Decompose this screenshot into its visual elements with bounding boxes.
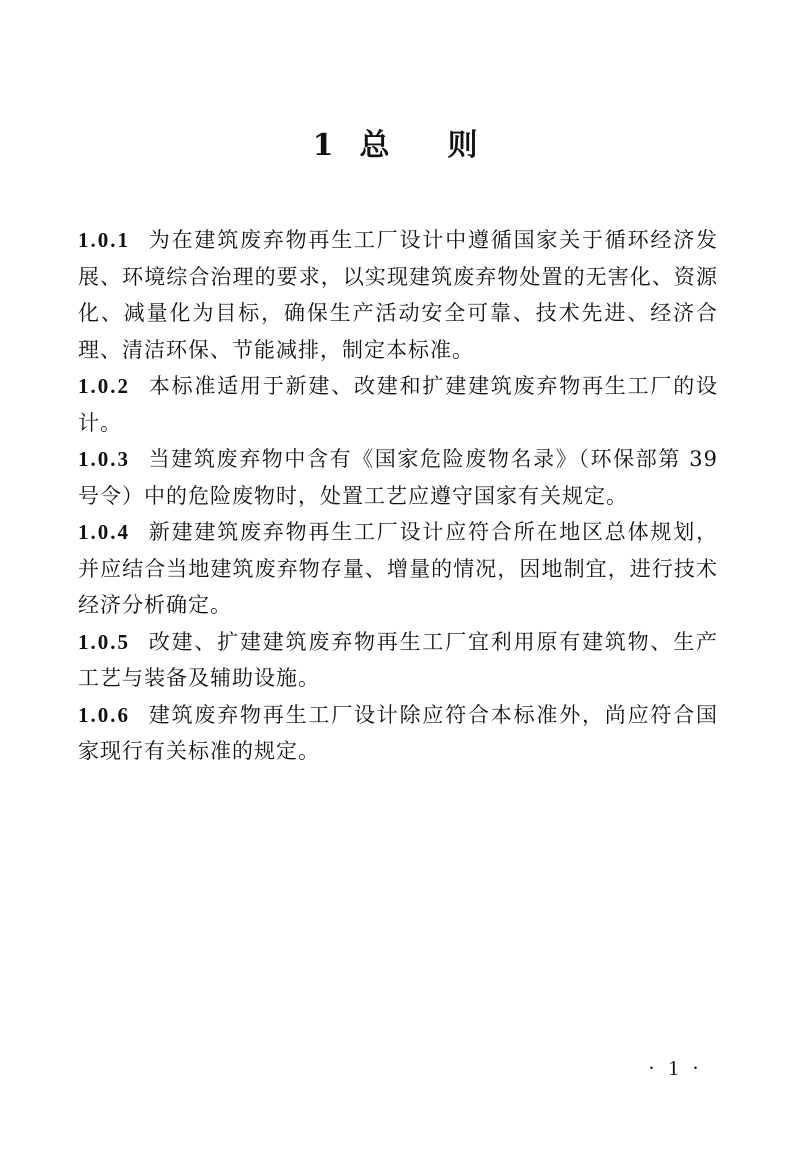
clause-text: 建筑废弃物再生工厂设计除应符合本标准外，尚应符合国家现行有关标准的规定。 xyxy=(78,702,718,763)
clause-number: 1.0.1 xyxy=(78,228,130,252)
clause-1-0-4 xyxy=(78,514,718,624)
clause-list xyxy=(78,222,718,770)
clause-number: 1.0.2 xyxy=(78,374,130,398)
clause-text: 新建建筑废弃物再生工厂设计应符合所在地区总体规划，并应结合当地建筑废弃物存量、增量的情况，因地制宜，进行技术经济分析确定。 xyxy=(78,520,718,617)
clause-1-0-2 xyxy=(78,368,718,441)
clause-text: 本标准适用于新建、改建和扩建建筑废弃物再生工厂的设计。 xyxy=(78,374,718,435)
clause-text: 改建、扩建建筑废弃物再生工厂宜利用原有建筑物、生产工艺与装备及辅助设施。 xyxy=(78,629,718,690)
chapter-title-char-1: 总 xyxy=(359,128,390,163)
clause-text: 当建筑废弃物中含有《国家危险废物名录》（环保部第 39 号令）中的危险废物时，处置工艺应遵守国家有关规定。 xyxy=(78,447,718,508)
clause-text: 为在建筑废弃物再生工厂设计中遵循国家关于循环经济发展、环境综合治理的要求，以实现建筑废弃物处置的无害化、资源化、减量化为目标，确保生产活动安全可靠、技术先进、经济合理、清洁环保、节能减排，制定本标准。 xyxy=(78,228,718,362)
chapter-title xyxy=(0,120,790,164)
clause-1-0-5 xyxy=(78,624,718,697)
clause-number: 1.0.6 xyxy=(78,702,130,727)
clause-1-0-1 xyxy=(78,222,718,368)
chapter-title-char-2: 则 xyxy=(447,128,478,163)
chapter-number: 1 xyxy=(312,128,334,163)
clause-1-0-3 xyxy=(78,441,718,514)
clause-number: 1.0.3 xyxy=(78,447,130,471)
clause-1-0-6 xyxy=(78,697,718,770)
clause-number: 1.0.5 xyxy=(78,629,130,654)
clause-number: 1.0.4 xyxy=(78,520,130,544)
page-number: · 1 · xyxy=(648,1056,703,1080)
